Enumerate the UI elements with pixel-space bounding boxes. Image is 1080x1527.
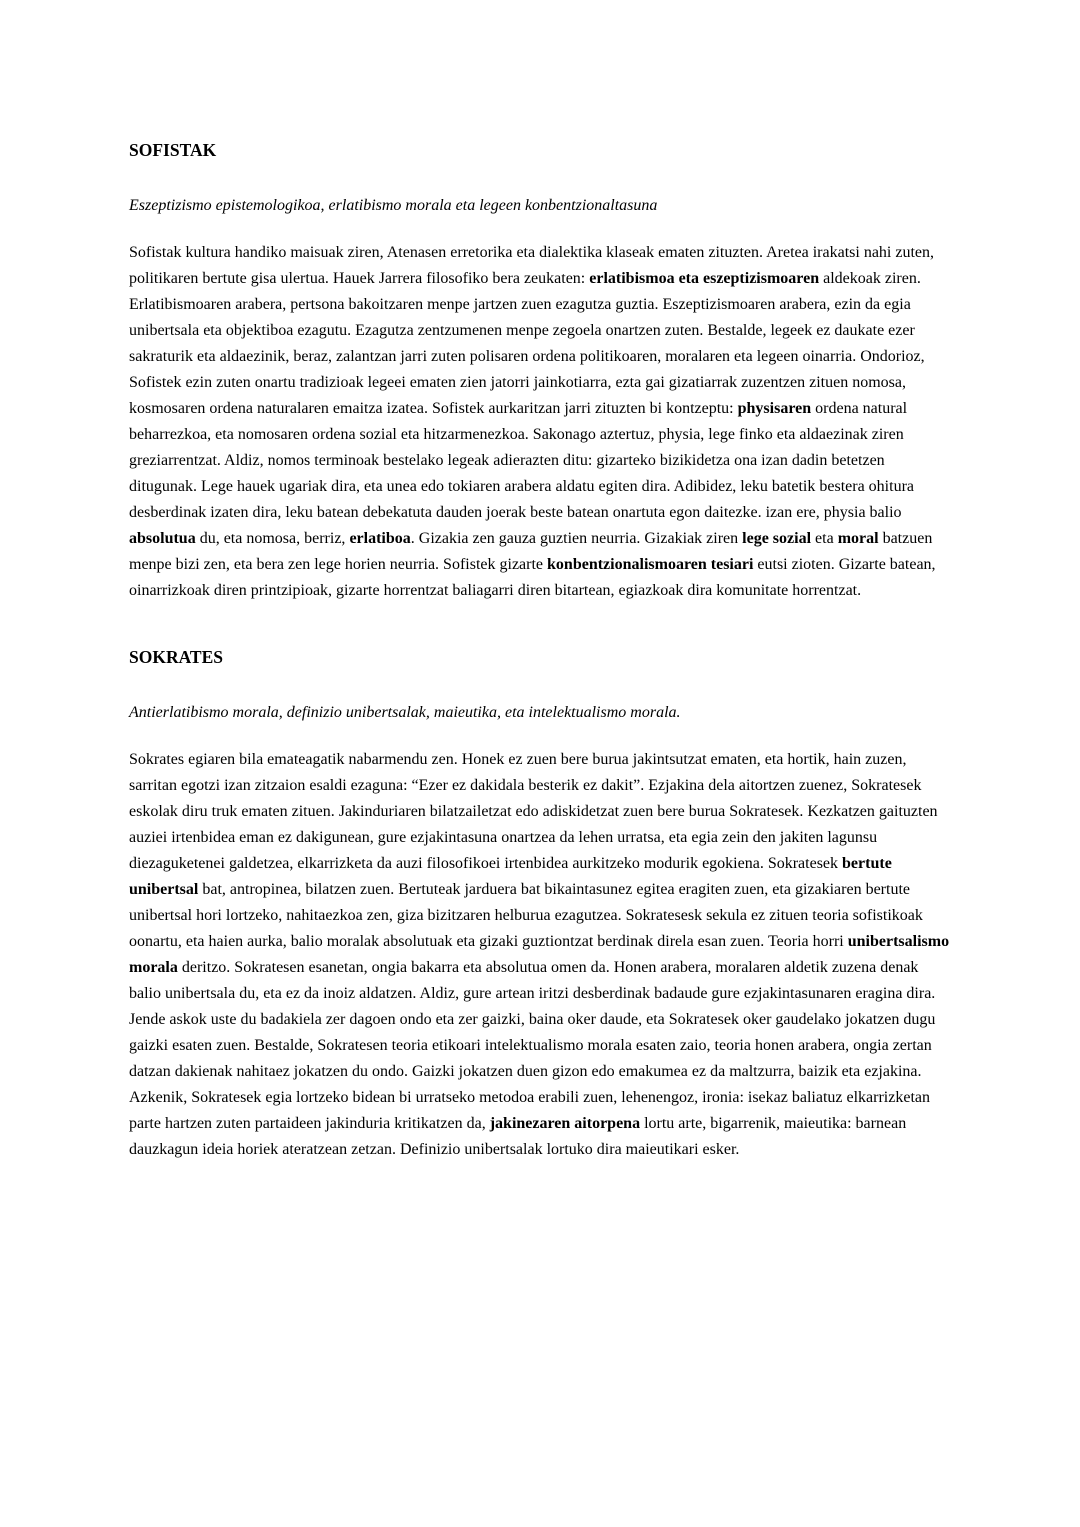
section-subtitle-sokrates: Antierlatibismo morala, definizio unibertsalak, maieutika, eta intelektualismo morala. [129, 704, 681, 721]
section-sofistak [129, 137, 951, 604]
section-heading-sokrates: SOKRATES [129, 647, 224, 667]
section-paragraph-sofistak: Sofistak kultura handiko maisuak ziren, Atenasen erretorika eta dialektika klaseak ematen zituzten. Aretea irakatsi nahi zuten, politikaren bertute gisa ulertua. Hauek Jarrera filosofiko bera zeukaten: erlatibismoa eta eszeptizismoaren aldekoak ziren. Erlatibismoaren arabera, pertsona bakoitzaren menpe jartzen zuen ezagutza guztia. Eszeptizismoaren arabera, ezin da egia unibertsala eta objektiboa ezagutu. Ezagutza zentzumenen menpe zegoela onartzen zuten. Bestalde, legeek ez daukate ezer sakraturik eta aldaezinik, beraz, zalantzan jarri zuten polisaren ordena politikoaren, moralaren eta legeen oinarria. Ondorioz, Sofistek ezin zuten onartu tradizioak legeei ematen zien jatorri jainkotiarra, ezta gai gizatiarrak zuzentzen zituen nomosa, kosmosaren ordena naturalaren emaitza izatea. Sofistek aurkaritzan jarri zituzten bi kontzeptu: physisaren ordena natural beharrezkoa, eta nomosaren ordena sozial eta hitzarmenezkoa. Sakonago aztertuz, physia, lege finko eta aldaezinak ziren greziarrentzat. Aldiz, nomos terminoak bestelako legeak adierazten ditu: gizarteko bizikidetza ona izan dadin betetzen ditugunak. Lege hauek ugariak dira, eta unea edo tokiaren arabera aldatu egiten dira. Adibidez, leku batetik bestera ohitura desberdinak izaten dira, leku batean debekatuta dauden joerak beste batean onartuta egon daitezke. izan ere, physia balio absolutua du, eta nomosa, berriz, erlatiboa. Gizakia zen gauza guztien neurria. Gizakiak ziren lege sozial eta moral batzuen menpe bizi zen, eta bera zen lege horien neurria. Sofistek gizarte konbentzionalismoaren tesiari eutsi zioten. Gizarte batean, oinarrizkoak diren printzipioak, gizarte horrentzat baliagarri diren bitartean, egiazkoak dira komunitate horrentzat. [129, 244, 936, 599]
section-sokrates [129, 644, 951, 1163]
section-paragraph-sokrates: Sokrates egiaren bila emateagatik nabarmendu zen. Honek ez zuen bere burua jakintsutzat ematen, eta hortik, hain zuzen, sarritan egotzi izan zitzaion esaldi ezaguna: “Ezer ez dakidala besterik ez dakit”. Ezjakina dela aitortzen zuenez, Sokratesek eskolak diru truk ematen zituen. Jakinduriaren bilatzailetzat edo adiskidetzat zuen bere burua Sokratesek. Kezkatzen gaituzten auziei irtenbidea eman ez dakigunean, gure ezjakintasuna onartzea da lehen urratsa, eta egia zein den jakiten lagunsu diezaguketenei galdetzea, elkarrizketa da auzi filosofikoei irtenbidea aurkitzeko modurik egokiena. Sokratesek bertute unibertsal bat, antropinea, bilatzen zuen. Bertuteak jarduera bat bikaintasunez egitea eragiten zuen, eta gizakiaren bertute unibertsal hori lortzeko, nahitaezkoa zen, giza bizitzaren helburua ezagutzea. Sokratesesk sekula ez zituen teoria sofistikoak oonartu, eta haien aurka, balio moralak absolutuak eta gizaki guztiontzat berdinak direla esan zuen. Teoria horri unibertsalismo morala deritzo. Sokratesen esanetan, ongia bakarra eta absolutua omen da. Honen arabera, moralaren aldetik zuzena denak balio unibertsala du, eta ez da inoiz aldatzen. Aldiz, gure artean iritzi desberdinak badaude gure ezjakintasunaren eragina dira. Jende askok uste du badakiela zer dagoen ondo eta zer gaizki, baina oker daude, eta Sokratesek oker gaudelako jokatzen dugu gaizki esaten zuen. Bestalde, Sokratesen teoria etikoari intelektualismo morala esaten zaio, teoria honen arabera, ongia zertan datzan dakienak nahitaez jokatzen du ondo. Gaizki jokatzen duen gizon edo emakumea ez da maltzurra, baizik eta ezjakina. Azkenik, Sokratesek egia lortzeko bidean bi urratseko metodoa erabili zuen, lehenengoz, ironia: isekaz baliatuz elkarrizketan parte hartzen zuten partaideen jakinduria kritikatzen da, jakinezaren aitorpena lortu arte, bigarrenik, maieutika: barnean dauzkagun ideia horiek ateratzean zetzan. Definizio unibertsalak lortuko dira maieutikari esker. [129, 751, 950, 1158]
section-subtitle-sofistak: Eszeptizismo epistemologikoa, erlatibismo morala eta legeen konbentzionaltasuna [129, 197, 658, 214]
section-heading-sofistak: SOFISTAK [129, 140, 217, 160]
